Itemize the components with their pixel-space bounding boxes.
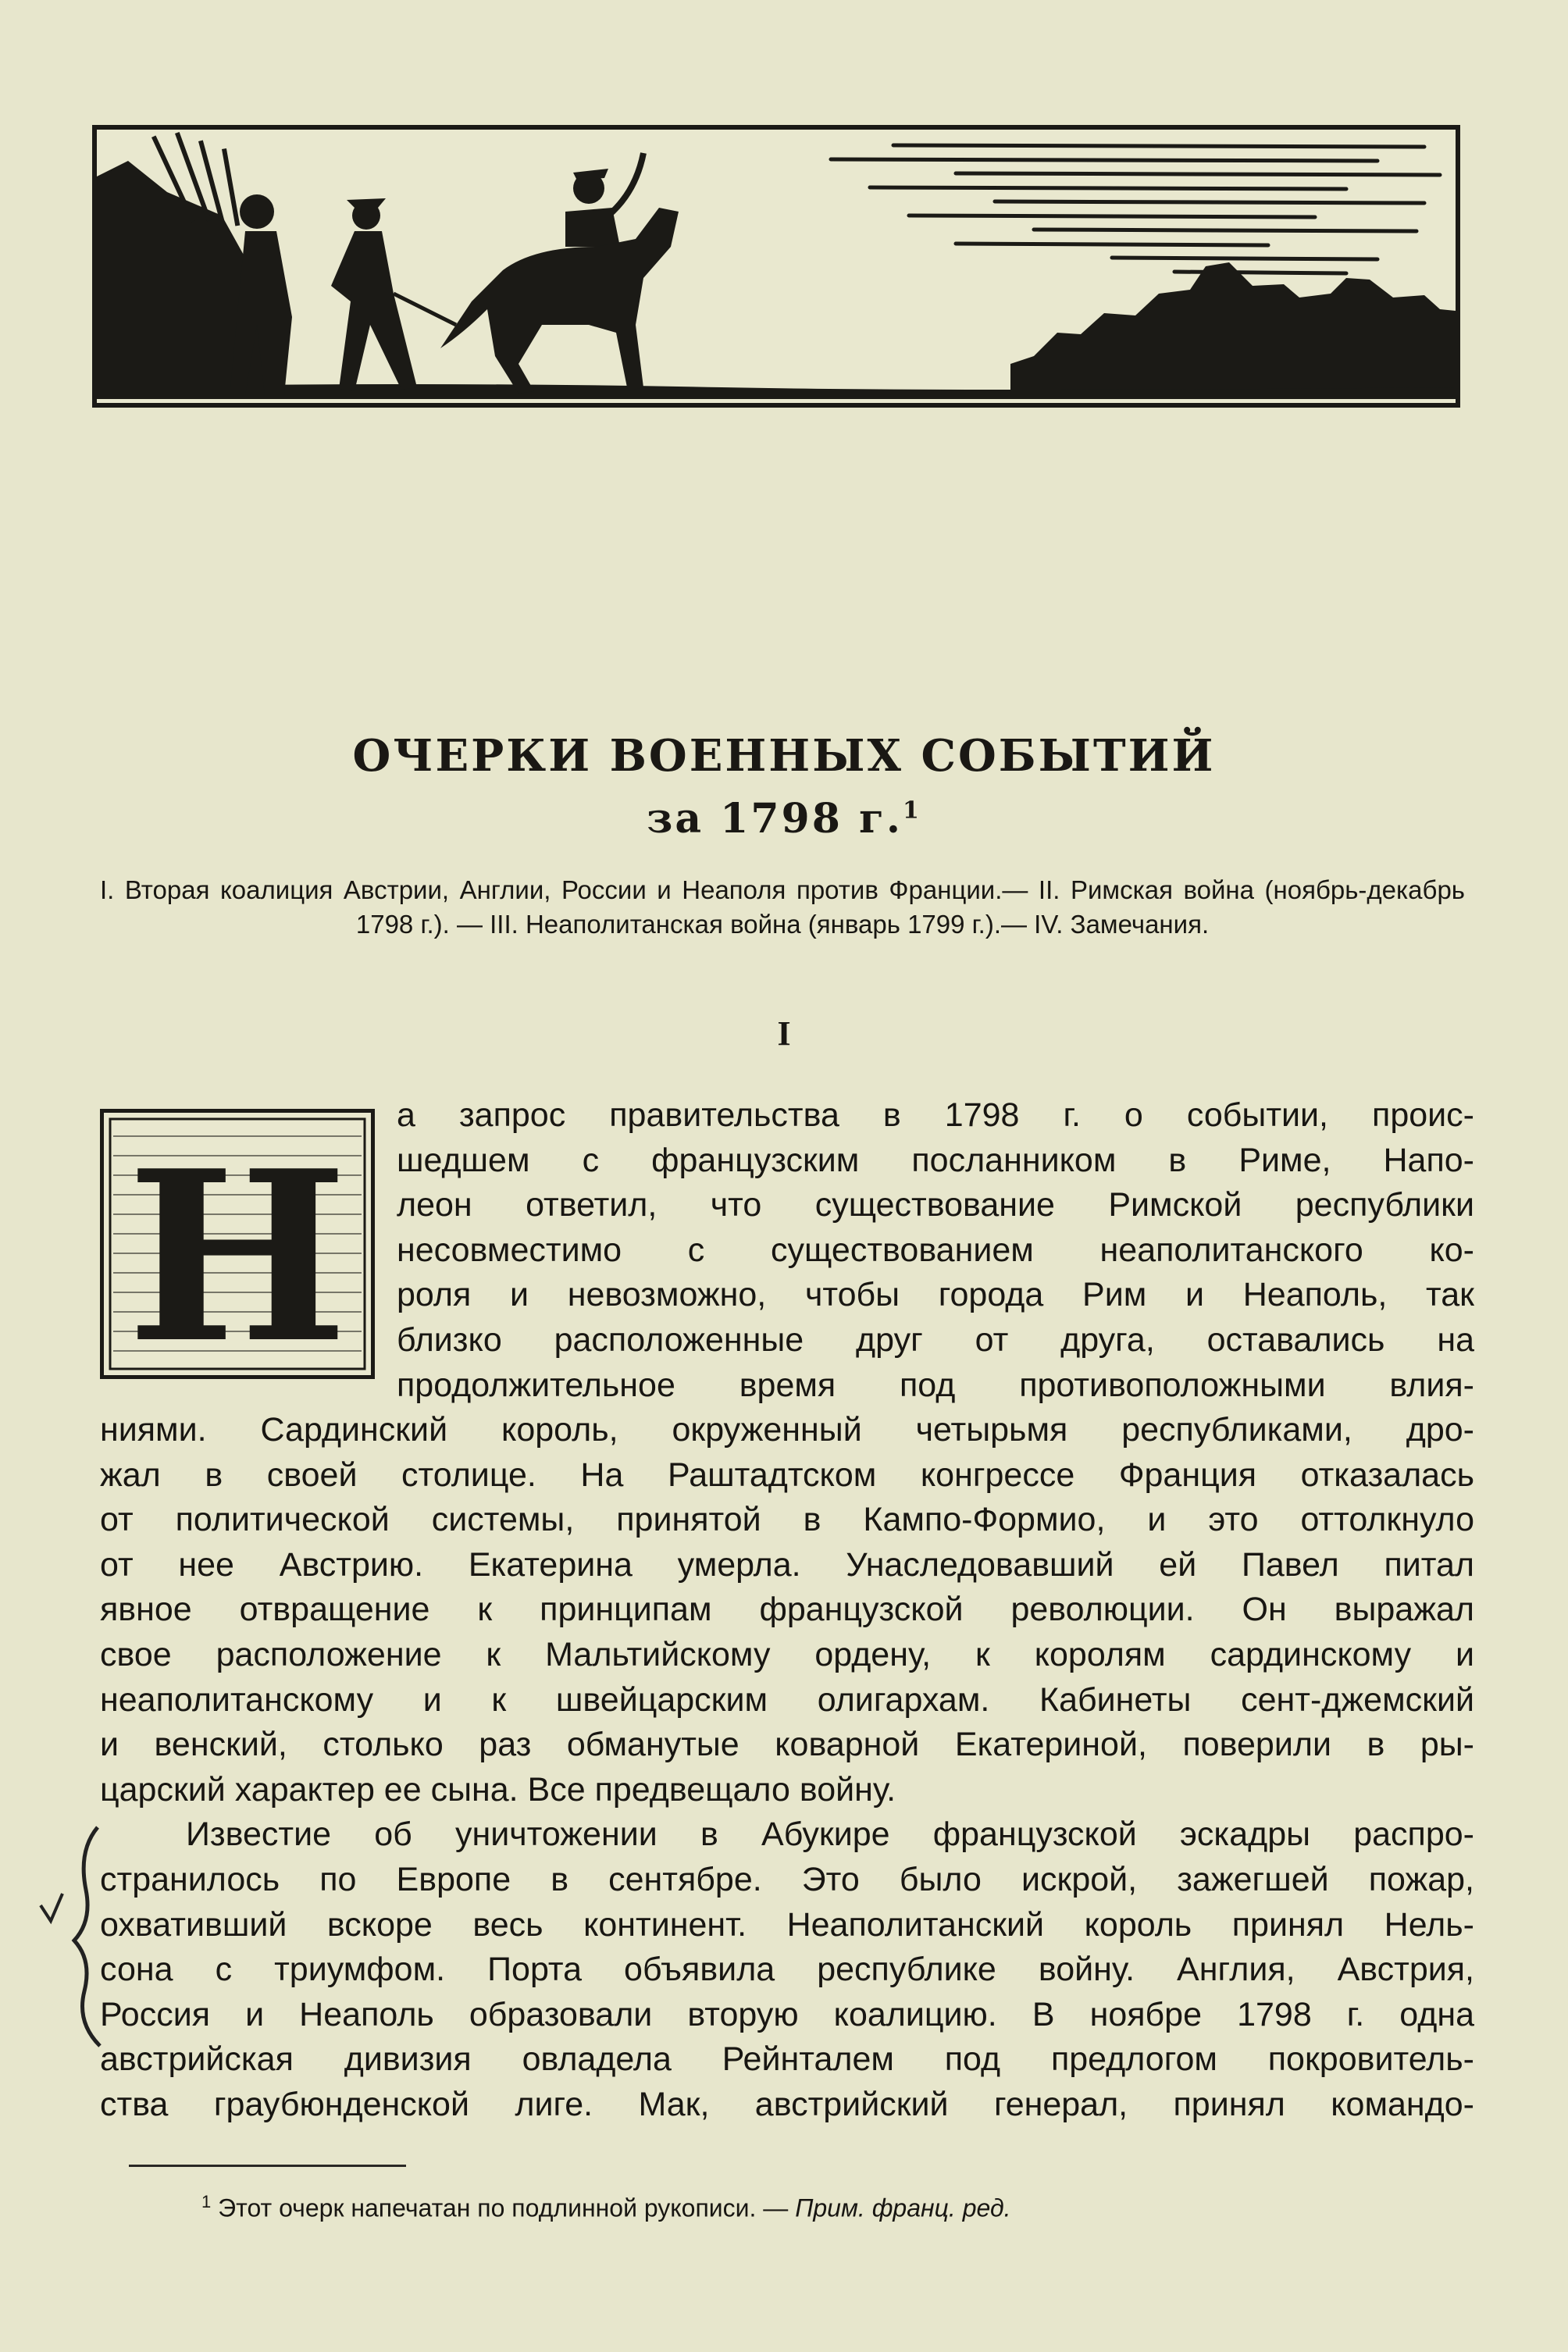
section-number: I <box>777 1014 791 1053</box>
text-line: сона с триумфом. Порта объявила республике войну. Англия, Австрия, <box>100 1951 1474 1989</box>
text-line: неаполитанскому и к швейцарским олигархам. Кабинеты сент-джемский <box>100 1680 1474 1719</box>
paragraph-1-top <box>397 1093 1474 1408</box>
text-line: а запрос правительства в 1798 г. о событии, проис- <box>397 1096 1474 1134</box>
article-title: ОЧЕРКИ ВОЕННЫХ СОБЫТИЙ <box>352 730 1216 782</box>
drop-cap-initial <box>100 1109 375 1379</box>
text-line: явное отвращение к принципам французской революции. Он выражал <box>100 1591 1474 1629</box>
drop-cap-letter: Н <box>127 1119 348 1375</box>
footnote-text: Этот очерк напечатан по подлинной рукописи. — <box>218 2193 796 2222</box>
text-line: несовместимо с существованием неаполитанского ко- <box>397 1231 1474 1269</box>
text-line: и венский, столько раз обманутые коварной Екатериной, поверили в ры- <box>100 1726 1474 1764</box>
footnote-divider <box>129 2165 406 2167</box>
paragraph-1-bottom-and-paragraph-2 <box>100 1408 1474 2128</box>
chapter-contents-summary: I. Вторая коалиция Австрии, Англии, России и Неаполя против Франции.— II. Римская война (ноябрь-декабрь 1798 г.). — III. Неаполитанская война (январь 1799 г.).— IV. Замечания. <box>100 875 1465 939</box>
footnote <box>201 2186 1451 2224</box>
text-line: продолжительное время под противоположными влия- <box>397 1366 1474 1404</box>
footnote-editor-note: Прим. франц. ред. <box>795 2193 1011 2222</box>
text-line: роля и невозможно, чтобы города Рим и Неаполь, так <box>397 1276 1474 1314</box>
text-line: охвативший вскоре весь континент. Неаполитанский король принял Нель- <box>100 1905 1474 1944</box>
text-line: австрийская дивизия овладела Рейнталем под предлогом покровитель- <box>100 2040 1474 2079</box>
text-line: от нее Австрию. Екатерина умерла. Унаследовавший ей Павел питал <box>100 1545 1474 1584</box>
text-line-indented: Известие об уничтожении в Абукире французской эскадры распро- <box>186 1816 1474 1854</box>
footnote-reference: 1 <box>902 796 921 825</box>
text-line: шедшем с французским посланником в Риме, Напо- <box>397 1141 1474 1179</box>
text-line: свое расположение к Мальтийскому ордену, к королям сардинскому и <box>100 1635 1474 1673</box>
handwritten-margin-mark <box>31 1819 109 2054</box>
text-line: жал в своей столице. На Раштадтском конгрессе Франция отказалась <box>100 1456 1474 1494</box>
text-line: ства граубюнденской лиге. Мак, австрийский генерал, принял командо- <box>100 2085 1474 2123</box>
text-line: царский характер ее сына. Все предвещало войну. <box>100 1770 896 1809</box>
text-line: близко расположенные друг от друга, оставались на <box>397 1320 1474 1359</box>
text-line: от политической системы, принятой в Кампо-Формио, и это оттолкнуло <box>100 1501 1474 1539</box>
text-line: странилось по Европе в сентябре. Это было искрой, зажегшей пожар, <box>100 1860 1474 1898</box>
text-line: леон ответил, что существование Римской республики <box>397 1186 1474 1224</box>
text-line: ниями. Сардинский король, окруженный четырьмя республиками, дро- <box>100 1411 1474 1449</box>
footnote-marker: 1 <box>201 2192 212 2211</box>
header-vignette-illustration <box>92 125 1460 408</box>
text-line: Россия и Неаполь образовали вторую коалицию. В ноябре 1798 г. одна <box>100 1995 1474 2033</box>
article-subtitle-year: за 1798 г.$^1$ <box>647 795 921 843</box>
